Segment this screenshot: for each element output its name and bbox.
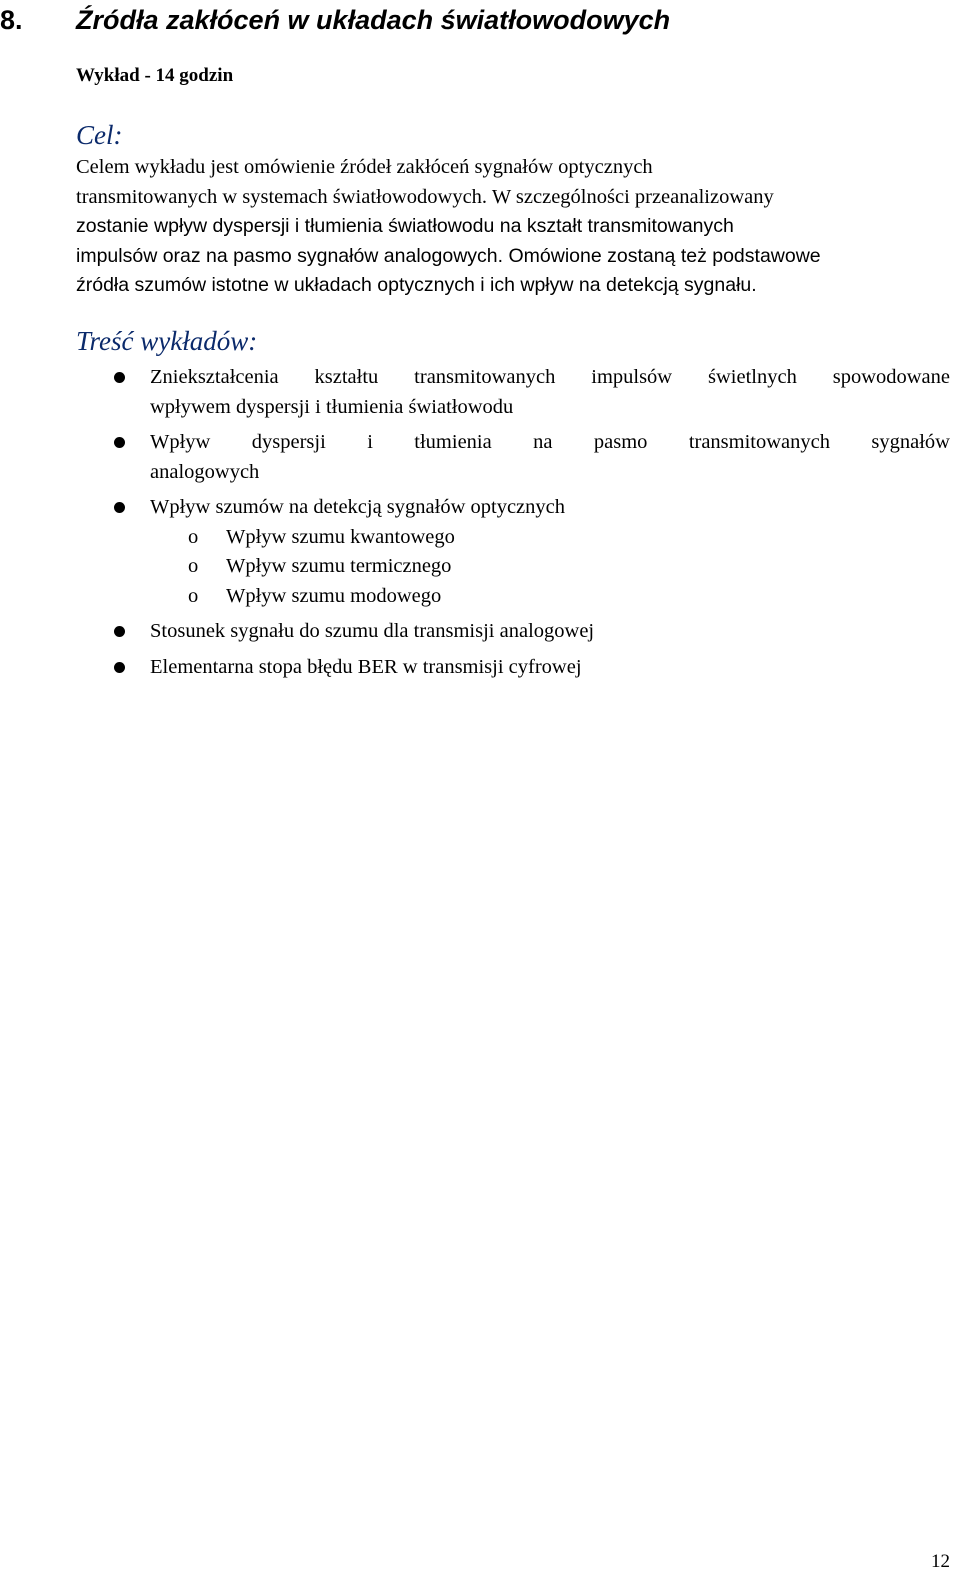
sub-bullet-marker: o — [188, 584, 199, 607]
list-item-text: Wpływ szumów na detekcją sygnałów optycznych — [150, 496, 566, 518]
list-item-line: Zniekształcenia kształtu transmitowanych impulsów świetlnych spowodowane — [150, 366, 950, 388]
goal-section-title: Cel: — [76, 120, 123, 150]
list-item — [0, 653, 950, 683]
goal-line: Celem wykładu jest omówienie źródeł zakłóceń sygnałów optycznych — [76, 156, 653, 178]
sub-list-item — [188, 552, 950, 582]
bullet-icon — [114, 437, 125, 448]
chapter-title: Źródła zakłóceń w układach światłowodowych — [76, 5, 671, 35]
chapter-number: 8. — [0, 5, 23, 35]
list-item — [0, 493, 950, 611]
page-number: 12 — [931, 1551, 950, 1572]
list-item — [0, 428, 950, 487]
list-item-text: Elementarna stopa błędu BER w transmisji cyfrowej — [150, 655, 582, 678]
list-item-line: analogowych — [150, 460, 260, 483]
goal-line: zostanie wpływ dyspersji i tłumienia światłowodu na kształt transmitowanych — [76, 215, 734, 237]
content-section-title: Treść wykładów: — [76, 326, 258, 356]
bullet-icon — [114, 662, 125, 673]
bullet-icon — [114, 626, 125, 637]
sub-list — [150, 523, 950, 612]
sub-list-item — [188, 523, 950, 553]
list-item-text: Stosunek sygnału do szumu dla transmisji analogowej — [150, 620, 595, 642]
sub-list-item-text: Wpływ szumu kwantowego — [226, 525, 455, 548]
lecture-hours: Wykład - 14 godzin — [76, 65, 234, 86]
list-item-line: Wpływ dyspersji i tłumienia na pasmo transmitowanych sygnałów — [150, 431, 950, 453]
bullet-icon — [114, 502, 125, 513]
sub-list-item-text: Wpływ szumu termicznego — [226, 555, 452, 577]
sub-bullet-marker: o — [188, 525, 199, 548]
goal-line: źródła szumów istotne w układach optycznych i ich wpływ na detekcją sygnału. — [76, 274, 757, 296]
list-item-text — [150, 428, 950, 487]
list-item — [0, 617, 950, 647]
sub-list-item — [188, 582, 950, 612]
list-item-text — [150, 363, 950, 422]
content-list — [0, 363, 960, 688]
sub-list-item-text: Wpływ szumu modowego — [226, 584, 442, 607]
bullet-icon — [114, 372, 125, 383]
list-item — [0, 363, 950, 422]
list-item-line: wpływem dyspersji i tłumienia światłowodu — [150, 395, 514, 418]
goal-line: transmitowanych w systemach światłowodowych. W szczególności przeanalizowany — [76, 185, 774, 208]
sub-bullet-marker: o — [188, 555, 199, 577]
goal-paragraph — [76, 153, 944, 301]
goal-line: impulsów oraz na pasmo sygnałów analogowych. Omówione zostaną też podstawowe — [76, 244, 821, 267]
